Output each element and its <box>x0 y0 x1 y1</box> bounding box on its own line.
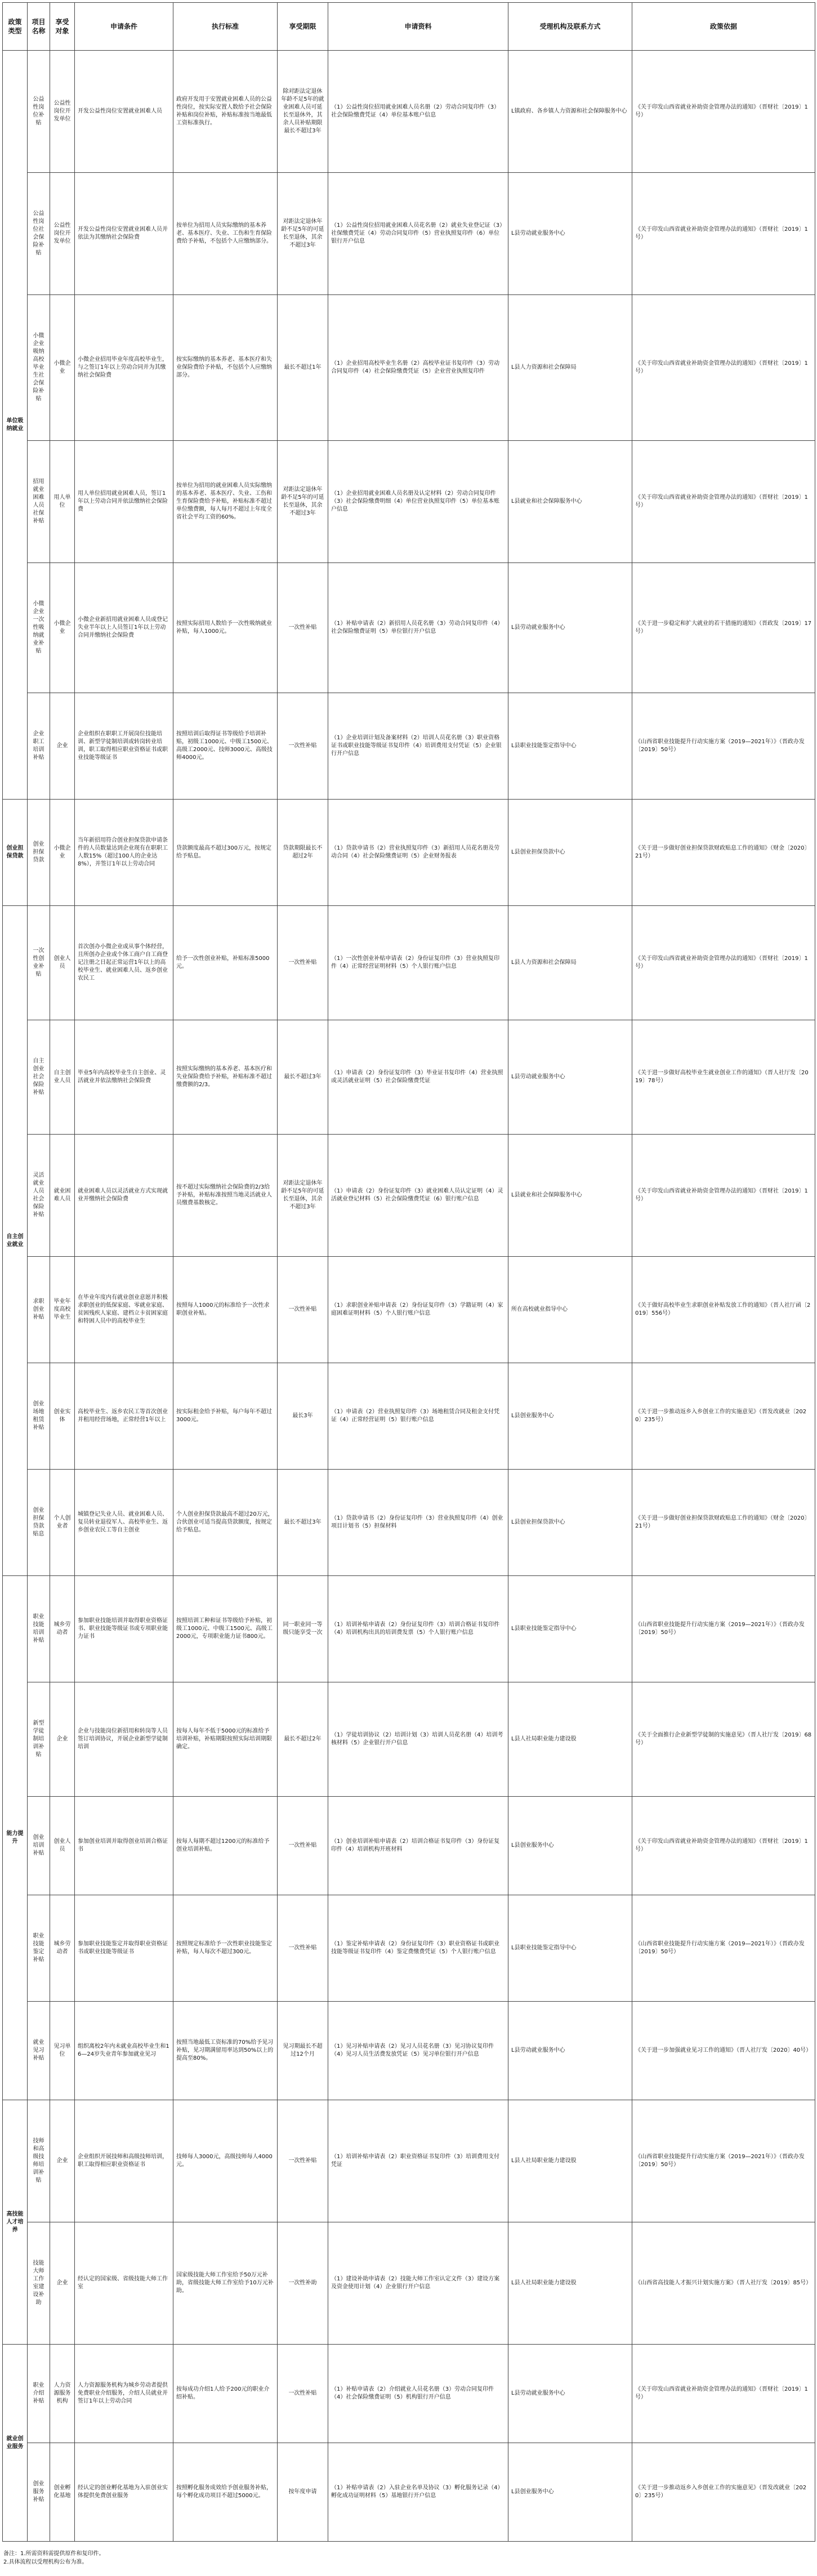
target-cell: 用人单位 <box>50 441 75 563</box>
target-cell: 毕业年度高校毕业生 <box>50 1257 75 1363</box>
basis-cell: 《关于进一步加强就业见习工作的通知》（晋人社厅发〔2020〕40号） <box>632 2002 815 2100</box>
standard-cell: 给予一次性创业补贴，补贴标准5000元。 <box>173 906 278 1020</box>
materials-cell: （1）贷款申请书（2）营业执照复印件（3）新招用人员花名册及劳动合同（4）社会保险缴费证明（5）企业财务报表 <box>328 800 508 906</box>
conditions-cell: 企业与技能岗位新招用和转岗等人员签订培训协议，开展企业新型学徒制培训 <box>75 1682 173 1797</box>
basis-cell: 《关于进一步做好高校毕业生就业创业工作的通知》（晋人社厅发〔2019〕78号） <box>632 1020 815 1135</box>
policy-table-body <box>3 51 815 2542</box>
project-cell: 创业培训补贴 <box>28 1797 50 1895</box>
materials-cell: （1）创业培训补贴申请表（2）培训合格证书复印件（3）身份证复印件（4）培训机构开班材料 <box>328 1797 508 1895</box>
basis-cell: 《关于进一步稳定和扩大就业的若干措施的通知》（晋政发〔2019〕17号） <box>632 563 815 693</box>
target-cell: 城乡劳动者 <box>50 1895 75 2002</box>
conditions-cell: 用人单位招用就业困难人员，签订1年以上劳动合同并依法缴纳社会保险费 <box>75 441 173 563</box>
basis-cell: 《关于印发山西省就业补助资金管理办法的通知》（晋财社〔2019〕1号） <box>632 441 815 563</box>
conditions-cell: 城镇登记失业人员、就业困难人员、复员转业退役军人、高校毕业生、返乡创业农民工等自主创业 <box>75 1470 173 1576</box>
standard-cell: 政府开发用于安置就业困难人员的公益性岗位，按实际安置人数给予社会保险补贴和岗位补贴，补贴标准按当地最低工资标准执行。 <box>173 51 278 173</box>
conditions-cell: 人力资源服务机构为城乡劳动者提供免费职业介绍服务，介绍人员就业并签订1年以上劳动合同 <box>75 2345 173 2443</box>
category-cell: 单位吸纳就业 <box>3 51 28 800</box>
materials-cell: （1）补贴申请表（2）介绍就业人员花名册（3）劳动合同复印件（4）社会保险缴费证明（5）机构银行开户信息 <box>328 2345 508 2443</box>
conditions-cell: 经认定的创业孵化基地为入驻创业实体提供免费创业服务 <box>75 2443 173 2542</box>
table-row <box>3 1470 815 1576</box>
target-cell: 公益性岗位开发单位 <box>50 51 75 173</box>
period-cell: 对距法定退休年龄不足5年的可延长至退休，其余不超过3年 <box>278 173 328 295</box>
table-row <box>3 1020 815 1135</box>
header-category: 政策类型 <box>3 3 28 51</box>
standard-cell: 贷款额度最高不超过300万元，按规定给予贴息。 <box>173 800 278 906</box>
target-cell: 城乡劳动者 <box>50 1576 75 1682</box>
basis-cell: 《关于进一步做好创业担保贷款财政贴息工作的通知》（财金〔2020〕21号） <box>632 1470 815 1576</box>
office-cell: L县创业担保贷款中心 <box>508 800 632 906</box>
project-cell: 创业担保贷款 <box>28 800 50 906</box>
table-row <box>3 173 815 295</box>
materials-cell: （1）企业招用就业困难人员名册及认定材料（2）劳动合同复印件（3）社会保险缴费明细（4）单位营业执照复印件（5）单位基本账户信息 <box>328 441 508 563</box>
category-cell: 就业创业服务 <box>3 2345 28 2542</box>
category-cell: 能力提升 <box>3 1576 28 2100</box>
target-cell: 小微企业 <box>50 800 75 906</box>
conditions-cell: 参加职业技能鉴定并取得职业资格证书或职业技能等级证书 <box>75 1895 173 2002</box>
office-cell: L县就业和社会保障服务中心 <box>508 1135 632 1257</box>
standard-cell: 按不超过实际缴纳社会保险费的2/3给予补贴，补贴标准按照当地灵活就业人员缴费基数核定。 <box>173 1135 278 1257</box>
office-cell: L县劳动就业服务中心 <box>508 563 632 693</box>
office-cell: L县人社局职业能力建设股 <box>508 1682 632 1797</box>
conditions-cell: 毕业5年内高校毕业生自主创业、灵活就业并依法缴纳社会保险费 <box>75 1020 173 1135</box>
table-row <box>3 800 815 906</box>
project-cell: 创业担保贷款贴息 <box>28 1470 50 1576</box>
category-cell: 自主创业就业 <box>3 906 28 1576</box>
materials-cell: （1）企业招用高校毕业生名册（2）高校毕业证书复印件（3）劳动合同复印件（4）社会保险缴费凭证（5）企业营业执照复印件 <box>328 295 508 441</box>
period-cell: 除对距法定退休年龄不足5年的就业困难人员可延长至退休外，其余人员补贴期限最长不超过3年 <box>278 51 328 173</box>
materials-cell: （1）学徒培训协议（2）培训计划（3）培训人员花名册（4）培训考核材料（5）企业银行开户信息 <box>328 1682 508 1797</box>
table-row <box>3 51 815 173</box>
standard-cell: 按每成功介绍1人给予200元的职业介绍补贴。 <box>173 2345 278 2443</box>
project-cell: 职业介绍补贴 <box>28 2345 50 2443</box>
target-cell: 创业人员 <box>50 906 75 1020</box>
notes-block <box>3 2550 105 2566</box>
target-cell: 企业 <box>50 2222 75 2345</box>
header-period: 享受期限 <box>278 3 328 51</box>
category-cell: 创业担保贷款 <box>3 800 28 906</box>
materials-cell: （1）鉴定补贴申请表（2）身份证复印件（3）职业资格证书或职业技能等级证书复印件（4）鉴定费缴费凭证（5）个人银行账户信息 <box>328 1895 508 2002</box>
conditions-cell: 当年新招用符合创业担保贷款申请条件的人员数量达到企业现有在职职工人数15%（超过100人的企业达8%），并签订1年以上劳动合同 <box>75 800 173 906</box>
office-cell: L县人社局职业能力建设股 <box>508 2100 632 2222</box>
note-line: 2.具体流程以受理机构公布为准。 <box>3 2559 88 2565</box>
office-cell: L县劳动就业服务中心 <box>508 2345 632 2443</box>
period-cell: 对距法定退休年龄不足5年的可延长至退休，其余不超过3年 <box>278 1135 328 1257</box>
period-cell: 同一职业同一等级只能享受一次 <box>278 1576 328 1682</box>
target-cell: 公益性岗位开发单位 <box>50 173 75 295</box>
table-row <box>3 1576 815 1682</box>
office-cell: L县劳动就业服务中心 <box>508 1020 632 1135</box>
header-conditions: 申请条件 <box>75 3 173 51</box>
table-row <box>3 2443 815 2542</box>
note-line: 备注：1.所需资料需提供原件和复印件。 <box>3 2551 105 2557</box>
project-cell: 新型学徒制培训补贴 <box>28 1682 50 1797</box>
period-cell: 一次性补贴 <box>278 1895 328 2002</box>
materials-cell: （1）求职创业补贴申请表（2）身份证复印件（3）学籍证明（4）家庭困难证明材料（5）个人银行账户信息 <box>328 1257 508 1363</box>
target-cell: 见习单位 <box>50 2002 75 2100</box>
period-cell: 按年度申请 <box>278 2443 328 2542</box>
target-cell: 人力资源服务机构 <box>50 2345 75 2443</box>
materials-cell: （1）培训补贴申请表（2）身份证复印件（3）培训合格证书复印件（4）培训机构出具的培训费发票（5）个人银行账户信息 <box>328 1576 508 1682</box>
period-cell: 一次性补贴 <box>278 1797 328 1895</box>
materials-cell: （1）申请表（2）身份证复印件（3）毕业证书复印件（4）营业执照或灵活就业证明（5）社会保险缴费凭证 <box>328 1020 508 1135</box>
standard-cell: 按照培训工种和证书等级给予补贴，初级工1000元、中级工1500元、高级工2000元，专项职业能力证书800元。 <box>173 1576 278 1682</box>
basis-cell: 《关于进一步做好创业担保贷款财政贴息工作的通知》（财金〔2020〕21号） <box>632 800 815 906</box>
table-row <box>3 1895 815 2002</box>
target-cell: 自主创业人员 <box>50 1020 75 1135</box>
office-cell: L县职业技能鉴定指导中心 <box>508 693 632 800</box>
basis-cell: 《关于印发山西省就业补助资金管理办法的通知》（晋财社〔2019〕1号） <box>632 2345 815 2443</box>
materials-cell: （1）见习补贴申请表（2）见习人员花名册（3）见习协议复印件（4）见习人员生活费发放凭证（5）见习单位银行开户信息 <box>328 2002 508 2100</box>
project-cell: 职业技能培训补贴 <box>28 1576 50 1682</box>
table-row <box>3 441 815 563</box>
standard-cell: 按照当地最低工资标准的70%给予见习补贴，见习期满留用率达到50%以上的提高至80%。 <box>173 2002 278 2100</box>
office-cell: L县人力资源和社会保障局 <box>508 906 632 1020</box>
period-cell: 一次性补贴 <box>278 693 328 800</box>
project-cell: 创业服务补贴 <box>28 2443 50 2542</box>
project-cell: 一次性创业补贴 <box>28 906 50 1020</box>
office-cell: L县就业和社会保障服务中心 <box>508 441 632 563</box>
office-cell: L县人社局职业能力建设股 <box>508 2222 632 2345</box>
target-cell: 小微企业 <box>50 563 75 693</box>
table-row <box>3 1257 815 1363</box>
period-cell: 见习期最长不超过12个月 <box>278 2002 328 2100</box>
table-row <box>3 563 815 693</box>
project-cell: 求职创业补贴 <box>28 1257 50 1363</box>
conditions-cell: 经认定的国家级、省级技能大师工作室 <box>75 2222 173 2345</box>
conditions-cell: 开发公益性岗位安置就业困难人员 <box>75 51 173 173</box>
standard-cell: 按照每人1000元的标准给予一次性求职创业补贴。 <box>173 1257 278 1363</box>
project-cell: 企业职工培训补贴 <box>28 693 50 800</box>
office-cell: L县人力资源和社会保障局 <box>508 295 632 441</box>
period-cell: 一次性补贴 <box>278 563 328 693</box>
materials-cell: （1）补贴申请表（2）入驻企业名单及协议（3）孵化服务记录（4）孵化成功证明材料（5）基地银行开户信息 <box>328 2443 508 2542</box>
project-cell: 创业场地租赁补贴 <box>28 1363 50 1470</box>
header-project: 项目名称 <box>28 3 50 51</box>
standard-cell: 技师每人3000元，高级技师每人4000元。 <box>173 2100 278 2222</box>
conditions-cell: 参加职业技能培训并取得职业资格证书、职业技能等级证书或专项职业能力证书 <box>75 1576 173 1682</box>
header-standard: 执行标准 <box>173 3 278 51</box>
materials-cell: （1）申请表（2）身份证复印件（3）就业困难人员认定证明（4）灵活就业登记材料（5）社会保险缴费凭证（6）银行账户信息 <box>328 1135 508 1257</box>
project-cell: 自主创业社会保险补贴 <box>28 1020 50 1135</box>
target-cell: 就业困难人员 <box>50 1135 75 1257</box>
table-row <box>3 2002 815 2100</box>
target-cell: 企业 <box>50 2100 75 2222</box>
materials-cell: （1）公益性岗位招用就业困难人员花名册（2）就业失业登记证（3）社保缴费凭证（4）劳动合同复印件（5）营业执照复印件（6）单位银行开户信息 <box>328 173 508 295</box>
materials-cell: （1）建设补助申请表（2）技能大师工作室认定文件（3）建设方案及资金使用计划（4）企业银行开户信息 <box>328 2222 508 2345</box>
conditions-cell: 高校毕业生、返乡农民工等首次创业并租用经营场地，正常经营1年以上 <box>75 1363 173 1470</box>
conditions-cell: 开发公益性岗位安置就业困难人员并依法为其缴纳社会保险费 <box>75 173 173 295</box>
basis-cell: 《关于印发山西省就业补助资金管理办法的通知》（晋财社〔2019〕1号） <box>632 51 815 173</box>
conditions-cell: 参加创业培训并取得创业培训合格证书 <box>75 1797 173 1895</box>
office-cell: L县创业服务中心 <box>508 2443 632 2542</box>
project-cell: 小微企业一次性吸纳就业补贴 <box>28 563 50 693</box>
basis-cell: 《关于印发山西省就业补助资金管理办法的通知》（晋财社〔2019〕1号） <box>632 1135 815 1257</box>
table-row <box>3 906 815 1020</box>
standard-cell: 按照实际招用人数给予一次性吸纳就业补贴，每人1000元。 <box>173 563 278 693</box>
basis-cell: 《山西省职业技能提升行动实施方案（2019—2021年）》（晋政办发〔2019〕50号） <box>632 693 815 800</box>
materials-cell: （1）一次性创业补贴申请表（2）身份证复印件（3）营业执照复印件（4）正常经营证明材料（5）个人银行账户信息 <box>328 906 508 1020</box>
materials-cell: （1）培训补贴申请表（2）职业资格证书复印件（3）培训费用支付凭证 <box>328 2100 508 2222</box>
target-cell: 创业人员 <box>50 1797 75 1895</box>
conditions-cell: 组织离校2年内未就业高校毕业生和16—24岁失业青年参加就业见习 <box>75 2002 173 2100</box>
basis-cell: 《关于进一步推动返乡入乡创业工作的实施意见》（晋发改就业〔2020〕235号） <box>632 1363 815 1470</box>
project-cell: 小微企业吸纳高校毕业生社会保险补贴 <box>28 295 50 441</box>
materials-cell: （1）补贴申请表（2）新招用人员花名册（3）劳动合同复印件（4）社会保险缴费证明（5）单位银行开户信息 <box>328 563 508 693</box>
period-cell: 最长不超过1年 <box>278 295 328 441</box>
target-cell: 小微企业 <box>50 295 75 441</box>
conditions-cell: 小微企业新招用就业困难人员或登记失业半年以上人员签订1年以上劳动合同并缴纳社会保险费 <box>75 563 173 693</box>
policy-table-sheet <box>2 2 815 2542</box>
office-cell: L县创业服务中心 <box>508 1363 632 1470</box>
table-row <box>3 2222 815 2345</box>
policy-table <box>2 2 815 2542</box>
basis-cell: 《关于印发山西省就业补助资金管理办法的通知》（晋财社〔2019〕1号） <box>632 906 815 1020</box>
period-cell: 最长不超过3年 <box>278 1470 328 1576</box>
standard-cell: 按实际租金给予补贴，每户每年不超过3000元。 <box>173 1363 278 1470</box>
table-row <box>3 2100 815 2222</box>
basis-cell: 《关于印发山西省就业补助资金管理办法的通知》（晋财社〔2019〕1号） <box>632 1797 815 1895</box>
table-row <box>3 1682 815 1797</box>
basis-cell: 《关于做好高校毕业生求职创业补贴发放工作的通知》（晋人社厅函〔2019〕556号） <box>632 1257 815 1363</box>
conditions-cell: 企业组织在职职工开展岗位技能培训、新型学徒制培训或转岗转业培训，职工取得相应职业资格证书或职业技能等级证书 <box>75 693 173 800</box>
standard-cell: 按实际缴纳的基本养老、基本医疗和失业保险费给予补贴，不包括个人应缴纳部分。 <box>173 295 278 441</box>
period-cell: 一次性补贴 <box>278 2345 328 2443</box>
target-cell: 创业孵化基地 <box>50 2443 75 2542</box>
period-cell: 一次性补贴 <box>278 1257 328 1363</box>
office-cell: L县劳动就业服务中心 <box>508 173 632 295</box>
standard-cell: 按照培训后取得证书等级给予培训补贴，初级工1000元、中级工1500元、高级工2000元、技师3000元、高级技师4000元。 <box>173 693 278 800</box>
project-cell: 职业技能鉴定补贴 <box>28 1895 50 2002</box>
header-office: 受理机构及联系方式 <box>508 3 632 51</box>
period-cell: 最长3年 <box>278 1363 328 1470</box>
project-cell: 公益性岗位补贴 <box>28 51 50 173</box>
standard-cell: 个人创业担保贷款最高不超过20万元，合伙创业可适当提高贷款额度，按规定给予贴息。 <box>173 1470 278 1576</box>
standard-cell: 按照规定标准给予一次性职业技能鉴定补贴，每人每次不超过300元。 <box>173 1895 278 2002</box>
office-cell: L县职业技能鉴定指导中心 <box>508 1576 632 1682</box>
standard-cell: 按照孵化服务成效给予创业服务补贴，每个孵化成功项目不超过5000元。 <box>173 2443 278 2542</box>
office-cell: L县创业服务中心 <box>508 1797 632 1895</box>
conditions-cell: 企业组织开展技师和高级技师培训，职工取得相应职业资格证书 <box>75 2100 173 2222</box>
standard-cell: 按照实际缴纳的基本养老、基本医疗和失业保险费给予补贴，补贴标准不超过缴费额的2/3。 <box>173 1020 278 1135</box>
table-header-row <box>3 3 815 51</box>
period-cell: 一次性补贴 <box>278 906 328 1020</box>
category-cell: 高技能人才培养 <box>3 2100 28 2345</box>
period-cell: 最长不超过3年 <box>278 1020 328 1135</box>
materials-cell: （1）企业培训计划及备案材料（2）培训人员花名册（3）职业资格证书或职业技能等级证书复印件（4）培训费用支付凭证（5）企业银行开户信息 <box>328 693 508 800</box>
materials-cell: （1）申请表（2）营业执照复印件（3）场地租赁合同及租金支付凭证（4）正常经营证明（5）银行账户信息 <box>328 1363 508 1470</box>
office-cell: L县职业技能鉴定指导中心 <box>508 1895 632 2002</box>
basis-cell: 《山西省职业技能提升行动实施方案（2019—2021年）》（晋政办发〔2019〕50号） <box>632 1895 815 2002</box>
period-cell: 一次性补贴 <box>278 2100 328 2222</box>
standard-cell: 按每人每期不超过1200元的标准给予创业培训补贴。 <box>173 1797 278 1895</box>
table-row <box>3 1135 815 1257</box>
table-row <box>3 1363 815 1470</box>
target-cell: 个人创业者 <box>50 1470 75 1576</box>
office-cell: L镇政府、各乡镇人力资源和社会保障服务中心 <box>508 51 632 173</box>
materials-cell: （1）公益性岗位招用就业困难人员名册（2）劳动合同复印件（3）社会保险缴费凭证（4）单位基本账户信息 <box>328 51 508 173</box>
table-row <box>3 295 815 441</box>
header-target: 享受对象 <box>50 3 75 51</box>
project-cell: 技能大师工作室建设补助 <box>28 2222 50 2345</box>
standard-cell: 按每人每年不低于5000元的标准给予培训补贴，补贴期限按照实际培训期限确定。 <box>173 1682 278 1797</box>
period-cell: 贷款期限最长不超过2年 <box>278 800 328 906</box>
table-row <box>3 693 815 800</box>
basis-cell: 《关于印发山西省就业补助资金管理办法的通知》（晋财社〔2019〕1号） <box>632 295 815 441</box>
target-cell: 创业实体 <box>50 1363 75 1470</box>
project-cell: 就业见习补贴 <box>28 2002 50 2100</box>
table-row <box>3 1797 815 1895</box>
period-cell: 一次性补助 <box>278 2222 328 2345</box>
conditions-cell: 在毕业年度内有就业创业意愿并积极求职创业的低保家庭、零就业家庭、贫困残疾人家庭、建档立卡贫困家庭和特困人员中的高校毕业生 <box>75 1257 173 1363</box>
conditions-cell: 就业困难人员以灵活就业方式实现就业并缴纳社会保险费 <box>75 1135 173 1257</box>
office-cell: L县创业担保贷款中心 <box>508 1470 632 1576</box>
conditions-cell: 首次创办小微企业或从事个体经营，且所创办企业或个体工商户自工商登记注册之日起正常运营1年以上的高校毕业生、就业困难人员、返乡创业农民工 <box>75 906 173 1020</box>
table-row <box>3 2345 815 2443</box>
basis-cell: 《山西省高技能人才振兴计划实施方案》（晋人社厅发〔2019〕85号） <box>632 2222 815 2345</box>
period-cell: 对距法定退休年龄不足5年的可延长至退休，其余不超过3年 <box>278 441 328 563</box>
project-cell: 灵活就业人员社会保险补贴 <box>28 1135 50 1257</box>
project-cell: 公益性岗位社会保险补贴 <box>28 173 50 295</box>
period-cell: 最长不超过2年 <box>278 1682 328 1797</box>
standard-cell: 国家级技能大师工作室给予50万元补助，省级技能大师工作室给予10万元补助。 <box>173 2222 278 2345</box>
conditions-cell: 小微企业招用毕业年度高校毕业生，与之签订1年以上劳动合同并为其缴纳社会保险费 <box>75 295 173 441</box>
target-cell: 企业 <box>50 693 75 800</box>
basis-cell: 《山西省职业技能提升行动实施方案（2019—2021年）》（晋政办发〔2019〕50号） <box>632 2100 815 2222</box>
standard-cell: 按单位为招用人员实际缴纳的基本养老、基本医疗、失业、工伤和生育保险费给予补贴，不包括个人应缴纳部分。 <box>173 173 278 295</box>
basis-cell: 《山西省职业技能提升行动实施方案（2019—2021年）》（晋政办发〔2019〕50号） <box>632 1576 815 1682</box>
header-basis: 政策依据 <box>632 3 815 51</box>
project-cell: 招用就业困难人员社保补贴 <box>28 441 50 563</box>
target-cell: 企业 <box>50 1682 75 1797</box>
office-cell: L县劳动就业服务中心 <box>508 2002 632 2100</box>
basis-cell: 《关于全面推行企业新型学徒制的实施意见》（晋人社厅发〔2019〕68号） <box>632 1682 815 1797</box>
office-cell: 所在高校就业指导中心 <box>508 1257 632 1363</box>
basis-cell: 《关于印发山西省就业补助资金管理办法的通知》（晋财社〔2019〕1号） <box>632 173 815 295</box>
basis-cell: 《关于进一步推动返乡入乡创业工作的实施意见》（晋发改就业〔2020〕235号） <box>632 2443 815 2542</box>
project-cell: 技师和高级技师培训补贴 <box>28 2100 50 2222</box>
materials-cell: （1）贷款申请书（2）身份证复印件（3）营业执照复印件（4）创业项目计划书（5）担保材料 <box>328 1470 508 1576</box>
header-materials: 申请资料 <box>328 3 508 51</box>
standard-cell: 按单位为招用的就业困难人员实际缴纳的基本养老、基本医疗、失业、工伤和生育保险费给予补贴，补贴标准不超过单位缴费额，每人每月不超过上年度全省社会平均工资的60%。 <box>173 441 278 563</box>
